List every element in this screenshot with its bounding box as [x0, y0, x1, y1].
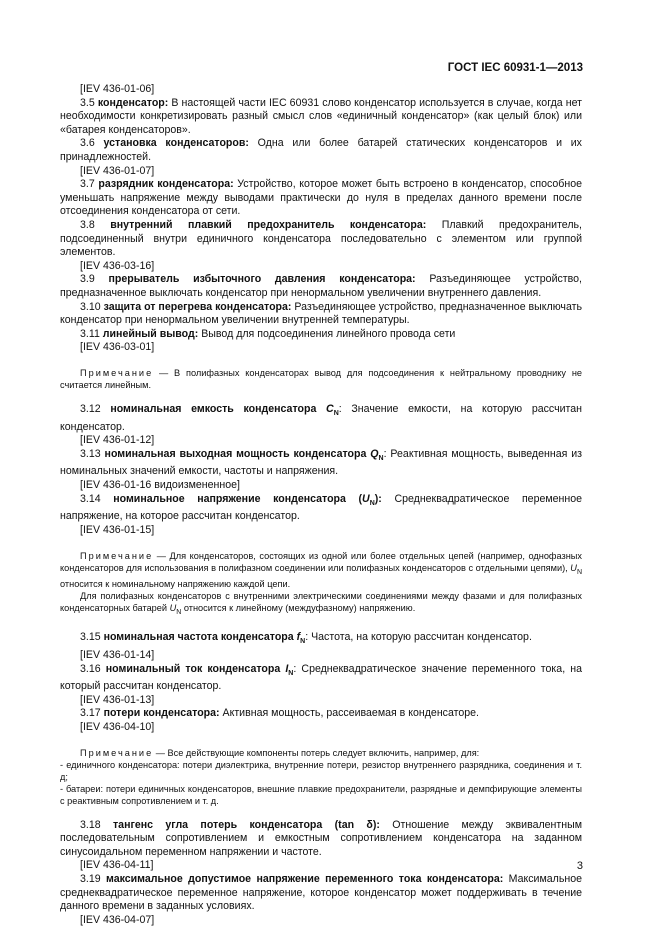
reference: [IEV 436-04-10]	[80, 720, 155, 733]
reference: [IEV 436-01-06]	[80, 83, 155, 95]
page-number: 3	[576, 860, 583, 872]
reference: [IEV 436-04-11]	[80, 859, 154, 872]
reference: [IEV 436-01-13]	[80, 693, 155, 706]
term-3-13: 3.13 номинальная выходная мощность конденсатора $Q_N$: Реактивная мощность, выведенная из номинальных значений емкости, частоты и напряжения.	[60, 447, 583, 478]
term-3-16: 3.16 номинальный ток конденсатора $I_N$: Среднеквадратическое значение переменного тока, на который рассчитан конденсатор.	[60, 662, 582, 693]
note-bullet: - единичного конденсатора: потери диэлектрика, внутренние потери, резистор внутреннего разрядника, соединения и т. д;	[60, 759, 582, 782]
term-3-10: 3.10 защита от перегрева конденсатора: Разъединяющее устройство, предназначенное выключать конденсатор при ненормальном увеличении внутренней температуры.	[60, 300, 582, 327]
term-3-9: 3.9 прерыватель избыточного давления конденсатора: Разъединяющее устройство, предназначенное выключать конденсатор при ненормальном увеличении внутреннего давления.	[60, 273, 582, 299]
reference: [IEV 436-01-15]	[80, 523, 155, 536]
term-3-12: 3.12 номинальная емкость конденсатора $C_N$: Значение емкости, на которую рассчитан конденсатор.	[60, 402, 582, 433]
note: Примечание — Все действующие компоненты потерь следует включить, например, для:	[80, 747, 480, 758]
reference: [IEV 436-01-14]	[80, 648, 155, 661]
term-3-15: 3.15 номинальная частота конденсатора $f_N$: Частота, на которую рассчитан конденсатор.	[80, 631, 532, 646]
reference: [IEV 436-01-07]	[80, 164, 155, 177]
note: Примечание — Для конденсаторов, состоящих из одной или более отдельных цепей (например, однофазных конденсаторов для использования в полифазном соединении или полифазных конденсаторов с отдельными цепями), $U_N$ относится к номинальному напряжению каждой цепи.	[60, 550, 582, 590]
term-3-7: 3.7 разрядник конденсатора: Устройство, которое может быть встроено в конденсатор, способное уменьшать напряжение между выводами практически до нуля в пределах данного времени после отсоединения конденсатора от сети.	[60, 178, 582, 218]
reference: [IEV 436-03-01]	[80, 341, 155, 354]
term-3-6: 3.6 установка конденсаторов: Одна или более батарей статических конденсаторов и их принадлежностей.	[60, 137, 582, 163]
document-header: ГОСТ IEC 60931-1—2013	[447, 62, 583, 74]
note: Примечание — В полифазных конденсаторах вывод для подсоединения к нейтральному проводнику не считается линейным.	[60, 367, 582, 390]
reference: [IEV 436-04-07]	[80, 913, 155, 926]
reference: [IEV 436-01-16 видоизмененное]	[80, 479, 240, 492]
term-3-18: 3.18 тангенс угла потерь конденсатора (tan δ): Отношение между эквивалентным последовательным сопротивлением и емкостным сопротивлением конденсатора на заданном синусоидальном переменном напряжении и частоте.	[60, 818, 582, 858]
term-3-11: 3.11 линейный вывод: Вывод для подсоединения линейного провода сети	[80, 327, 456, 340]
note-bullet: - батареи: потери единичных конденсаторов, внешние плавкие предохранители, разрядные и демпфирующие элементы с реактивным сопротивлением и т. д.	[60, 783, 582, 806]
term-3-8: 3.8 внутренний плавкий предохранитель конденсатора: Плавкий предохранитель, подсоединенный внутри единичного конденсатора последовательно с элементом или группой элементов.	[60, 218, 582, 259]
term-3-17: 3.17 потери конденсатора: Активная мощность, рассеиваемая в конденсаторе.	[80, 707, 479, 720]
reference: [IEV 436-03-16]	[80, 259, 155, 272]
document-body	[60, 83, 582, 927]
note: Для полифазных конденсаторов с внутренними электрическими соединениями между фазами и для полифазных конденсаторных батарей $U_N$ относится к линейному (междуфазному) напряжению.	[60, 591, 582, 617]
term-3-5: 3.5 конденсатор: В настоящей части IEC 60931 слово конденсатор используется в случае, когда нет необходимости конкретизировать разный смысл слов «единичный конденсатор» (как целый блок) или «батарея конденсаторов».	[60, 96, 582, 136]
term-3-19: 3.19 максимальное допустимое напряжение переменного тока конденсатора: Максимальное среднеквадратическое переменное напряжение, которое конденсатор может поддерживать в течение данного времени в заданных условиях.	[60, 872, 582, 913]
reference: [IEV 436-01-12]	[80, 434, 155, 447]
term-3-14: 3.14 номинальное напряжение конденсатора $(U_N)$: Среднеквадратическое переменное напряжение, на которое рассчитан конденсатор.	[60, 492, 583, 523]
